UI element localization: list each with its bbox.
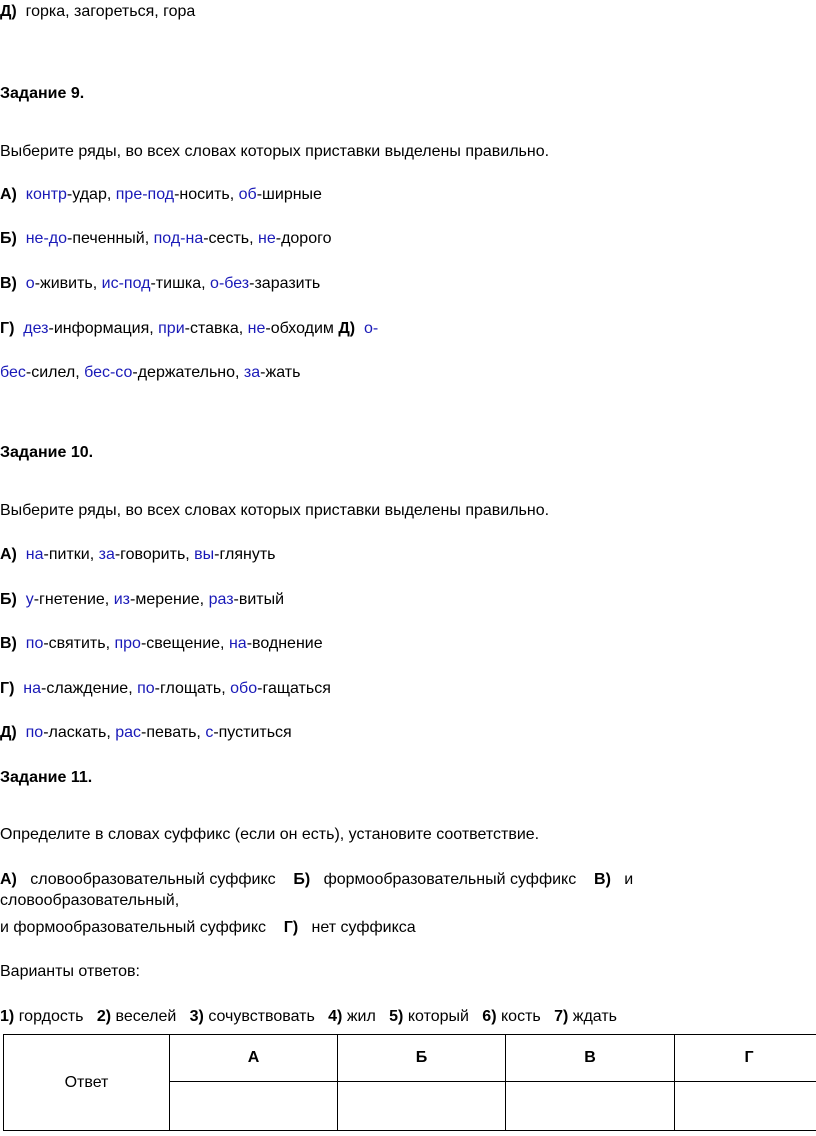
answer-cell-a[interactable] (170, 1082, 338, 1131)
task-11-words-list (0, 1007, 617, 1027)
task-9-title: Задание 9. (0, 85, 85, 102)
column-header-a: А (170, 1035, 338, 1082)
task-10-option-e: Д) по-ласкать, рас-певать, с-пуститься (0, 724, 292, 741)
column-header-b: Б (338, 1035, 506, 1082)
answer-cell-b[interactable] (338, 1082, 506, 1131)
word-item: 1) гордость (0, 1008, 84, 1025)
column-header-d: Г (675, 1035, 816, 1082)
word-item: 7) ждать (554, 1008, 618, 1025)
task-10-option-c: В) по-святить, про-свещение, на-воднение (0, 635, 323, 652)
word-item: 5) который (389, 1008, 469, 1025)
answer-cell-d[interactable] (675, 1082, 816, 1131)
word-item: 3) сочувствовать (189, 1008, 315, 1025)
task-10-option-d: Г) на-слаждение, по-глощать, обо-гащаться (0, 680, 331, 697)
task-10-option-b: Б) у-гнетение, из-мерение, раз-витый (0, 591, 285, 608)
answer-cell-c[interactable] (506, 1082, 675, 1131)
task-10-option-a: А) на-питки, за-говорить, вы-глянуть (0, 546, 276, 563)
task-9-option-b: Б) не-до-печенный, под-на-сесть, не-дорого (0, 230, 332, 247)
task-9-question: Выберите ряды, во всех словах которых приставки выделены правильно. (0, 143, 550, 160)
word-item: 4) жил (328, 1008, 376, 1025)
answer-row-label: Ответ (4, 1035, 170, 1131)
task-10-title: Задание 10. (0, 444, 94, 461)
answer-table (3, 1034, 816, 1131)
task-11-variants-title: Варианты ответов: (0, 963, 140, 980)
task-9-option-d: Г) дез-информация, при-ставка, не-обходим Д) о- (0, 320, 379, 337)
word-item: 6) кость (482, 1008, 541, 1025)
task-11-options-line-3: и формообразовательный суффикс Г) нет суффикса (0, 919, 416, 936)
option-line: Д) горка, загореться, гора (0, 3, 196, 20)
task-11-title: Задание 11. (0, 769, 93, 786)
task-9-option-c: В) о-живить, ис-под-тишка, о-без-заразить (0, 275, 321, 292)
word-item: 2) веселей (96, 1008, 177, 1025)
column-header-c: В (506, 1035, 675, 1082)
task-11-options-line: А) словообразовательный суффикс Б) формообразовательный суффикс В) и (0, 871, 634, 888)
task-11-options-line-2: словообразовательный, (0, 892, 180, 909)
task-11-question: Определите в словах суффикс (если он есть), установите соответствие. (0, 826, 540, 843)
task-9-option-a: А) контр-удар, пре-под-носить, об-ширные (0, 186, 322, 203)
task-10-question: Выберите ряды, во всех словах которых приставки выделены правильно. (0, 502, 550, 519)
task-9-option-e: бес-силел, бес-со-держательно, за-жать (0, 364, 301, 381)
